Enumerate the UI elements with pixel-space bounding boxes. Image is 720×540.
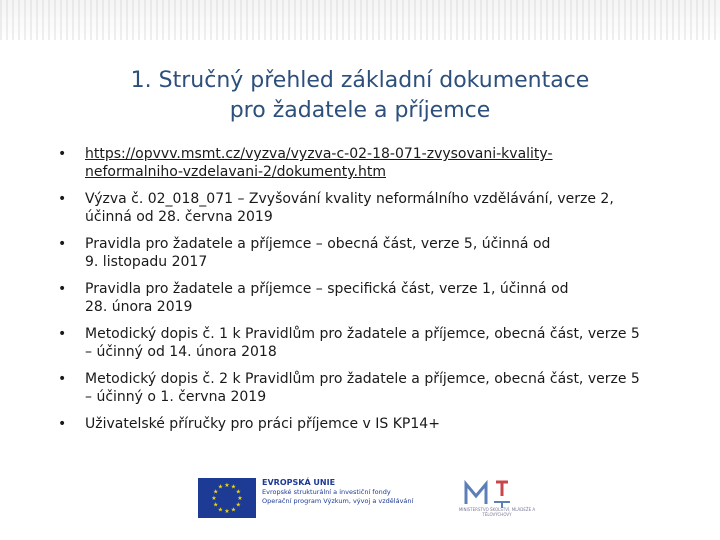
list-item-text (85, 370, 675, 406)
eu-star-icon: ★ (230, 483, 237, 491)
bullet-icon: • (58, 326, 67, 342)
list-item-line: Metodický dopis č. 2 k Pravidlům pro žadatele a příjemce, obecná část, verze 5 (85, 371, 640, 387)
bullet-icon: • (58, 416, 67, 432)
list-item-line: 28. února 2019 (85, 299, 193, 315)
eu-star-icon: ★ (235, 501, 241, 509)
eu-star-icon: ★ (213, 501, 219, 509)
top-decorative-band (0, 0, 720, 40)
logo-footer (198, 476, 538, 520)
list-item-text (85, 325, 675, 361)
list-item-line: Pravidla pro žadatele a příjemce – specifická část, verze 1, účinná od (85, 281, 569, 297)
eu-title: EVROPSKÁ UNIE (262, 478, 336, 487)
bullet-icon: • (58, 236, 67, 252)
eu-star-icon: ★ (224, 508, 230, 515)
list-item-text (85, 235, 675, 271)
list-item-line: Metodický dopis č. 1 k Pravidlům pro žadatele a příjemce, obecná část, verze 5 (85, 326, 640, 342)
list-item-line: – účinný od 14. února 2018 (85, 344, 277, 360)
list-item-text (85, 190, 675, 226)
eu-flag-icon (198, 478, 256, 518)
eu-line-2: Operační program Výzkum, vývoj a vzdělávání (262, 497, 414, 505)
msmt-logo-text: MINISTERSTVO ŠKOLSTVÍ, MLÁDEŽE A TĚLOVÝCHOVY (458, 507, 536, 517)
list-item-text (85, 280, 675, 316)
eu-star-icon: ★ (217, 483, 224, 491)
list-item-line[interactable]: neformalniho-vzdelavani-2/dokumenty.htm (85, 164, 386, 180)
list-item-line: Uživatelské příručky pro práci příjemce v IS KP14+ (85, 416, 440, 432)
list-item-line[interactable]: https://opvvv.msmt.cz/vyzva/vyzva-c-02-18-071-zvysovani-kvality- (85, 146, 553, 162)
eu-star-icon: ★ (213, 488, 219, 496)
eu-logo-text (262, 478, 442, 506)
bullet-icon: • (58, 281, 67, 297)
eu-star-icon: ★ (230, 506, 237, 514)
eu-star-icon: ★ (235, 488, 241, 496)
bullet-icon: • (58, 371, 67, 387)
eu-star-icon: ★ (237, 495, 243, 502)
list-item-line: – účinný o 1. června 2019 (85, 389, 267, 405)
list-item-line: Výzva č. 02_018_071 – Zvyšování kvality neformálního vzdělávání, verze 2, (85, 191, 614, 207)
eu-star-icon: ★ (211, 495, 217, 502)
page-title (60, 66, 660, 126)
list-item-line: Pravidla pro žadatele a příjemce – obecná část, verze 5, účinná od (85, 236, 551, 252)
bullet-icon: • (58, 146, 67, 162)
eu-star-icon: ★ (217, 506, 224, 514)
documents-link[interactable] (85, 145, 675, 181)
list-item-line: účinná od 28. června 2019 (85, 209, 273, 225)
eu-star-icon: ★ (224, 482, 230, 489)
list-item-line: 9. listopadu 2017 (85, 254, 208, 270)
list-item-text (85, 415, 675, 433)
bullet-icon: • (58, 191, 67, 207)
eu-line-1: Evropské strukturální a investiční fondy (262, 488, 391, 496)
title-line-1: 1. Stručný přehled základní dokumentace (130, 68, 590, 93)
title-line-2: pro žadatele a příjemce (229, 98, 491, 123)
